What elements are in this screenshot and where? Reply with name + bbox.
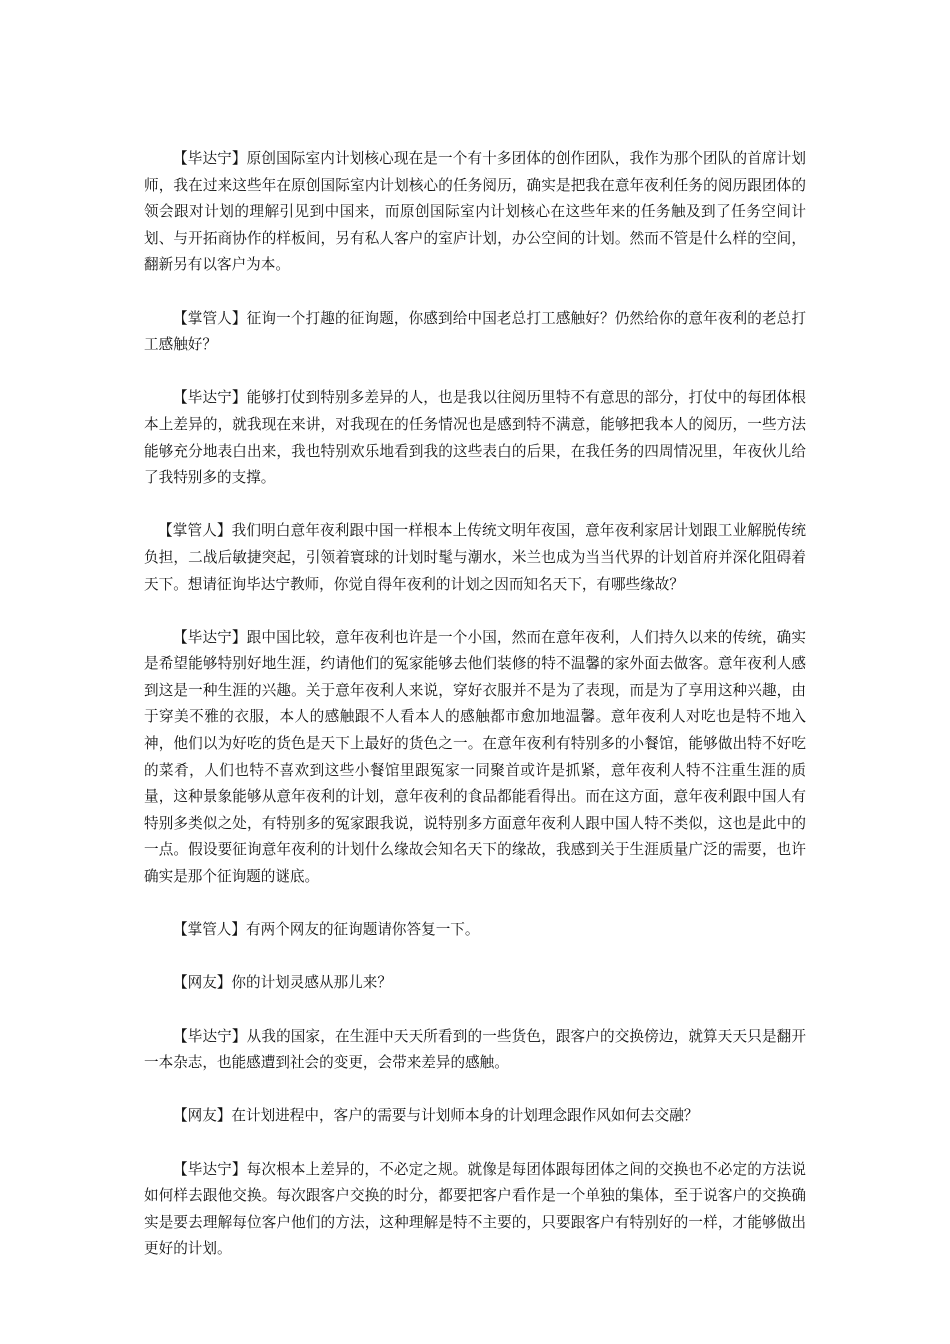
paragraph (144, 970, 806, 997)
paragraph-text: 你的计划灵感从那儿来？ (231, 974, 392, 992)
paragraph (144, 1157, 806, 1263)
paragraph-text: 能够打仗到特别多差异的人，也是我以往阅历里特不有意思的部分，打仗中的每团体根本上差异的，就我现在来讲，对我现在的任务情况也是感到特不满意，能够把我本人的阅历，一些方法能够充分地表白出来，我也特别欢乐地看到我的这些表白的后果，在我任务的四周情况里，年夜伙儿给了我特别多的支撑。 (144, 389, 806, 487)
paragraph-text: 在计划进程中，客户的需要与计划师本身的计划理念跟作风如何去交融？ (231, 1107, 699, 1125)
paragraph-text: 征询一个打趣的征询题，你感到给中国老总打工感触好？仍然给你的意年夜利的老总打工感触好？ (144, 309, 806, 354)
document-body (144, 146, 806, 1290)
paragraph (144, 1103, 806, 1130)
paragraph-text: 跟中国比较，意年夜利也许是一个小国，然而在意年夜利，人们持久以来的传统，确实是希望能够特别好地生涯，约请他们的冤家能够去他们装修的特不温馨的家外面去做客。意年夜利人感到这是一种生涯的兴趣。关于意年夜利人来说，穿好衣服并不是为了表现，而是为了享用这种兴趣，由于穿美不雅的衣服，本人的感触跟不人看本人的感触都市愈加地温馨。意年夜利人对吃也是特不地入神，他们以为好吃的货色是天下上最好的货色之一。在意年夜利有特别多的小餐馆，能够做出特不好吃的菜肴，人们也特不喜欢到这些小餐馆里跟冤家一同聚首或许是抓紧，意年夜利人特不注重生涯的质量，这种景象能够从意年夜利的计划，意年夜利的食品都能看得出。而在这方面，意年夜利跟中国人有特别多类似之处，有特别多的冤家跟我说，说特别多方面意年夜利人跟中国人特不类似，这也是此中的一点。假设要征询意年夜利的计划什么缘故会知名天下的缘故，我感到关于生涯质量广泛的需要，也许确实是那个征询题的谜底。 (144, 628, 806, 886)
speaker-label: 【掌管人】 (173, 921, 246, 939)
speaker-label: 【掌管人】 (173, 309, 247, 327)
speaker-label: 【毕达宁】 (173, 1027, 247, 1045)
speaker-label: 【网友】 (173, 974, 232, 992)
speaker-label: 【掌管人】 (158, 522, 232, 540)
paragraph-text: 原创国际室内计划核心现在是一个有十多团体的创作团队，我作为那个团队的首席计划师，我在过来这些年在原创国际室内计划核心的任务阅历，确实是把我在意年夜利任务的阅历跟团体的领会跟对计划的理解引见到中国来，而原创国际室内计划核心在这些年来的任务触及到了任务空间计划、与开拓商协作的样板间，另有私人客户的室庐计划，办公空间的计划。然而不管是什么样的空间，翻新另有以客户为本。 (144, 150, 806, 274)
paragraph (144, 306, 806, 359)
paragraph (144, 625, 806, 891)
paragraph-text: 每次根本上差异的，不必定之规。就像是每团体跟每团体之间的交换也不必定的方法说如何样去跟他交换。每次跟客户交换的时分，都要把客户看作是一个单独的集体，至于说客户的交换确实是要去理解每位客户他们的方法，这种理解是特不主要的，只要跟客户有特别好的一样，才能够做出更好的计划。 (144, 1160, 806, 1258)
paragraph (144, 1024, 806, 1077)
speaker-label: 【网友】 (173, 1107, 232, 1125)
paragraph-text: 有两个网友的征询题请你答复一下。 (245, 921, 480, 939)
paragraph-text: 我们明白意年夜利跟中国一样根本上传统文明年夜国，意年夜利家居计划跟工业解脱传统负担，二战后敏捷突起，引领着寰球的计划时髦与潮水，米兰也成为当当代界的计划首府并深化阻碍着天下。想请征询毕达宁教师，你觉自得年夜利的计划之因而知名天下，有哪些缘故？ (144, 522, 806, 593)
paragraph (144, 917, 806, 944)
speaker-label: 【毕达宁】 (173, 389, 247, 407)
paragraph (144, 518, 806, 598)
paragraph (144, 385, 806, 491)
paragraph (144, 146, 806, 279)
paragraph-text: 从我的国家，在生涯中天天所看到的一些货色，跟客户的交换傍边，就算天天只是翻开一本杂志，也能感遭到社会的变更，会带来差异的感触。 (144, 1027, 806, 1072)
speaker-label: 【毕达宁】 (173, 150, 247, 167)
speaker-label: 【毕达宁】 (173, 628, 247, 646)
speaker-label: 【毕达宁】 (173, 1160, 247, 1178)
